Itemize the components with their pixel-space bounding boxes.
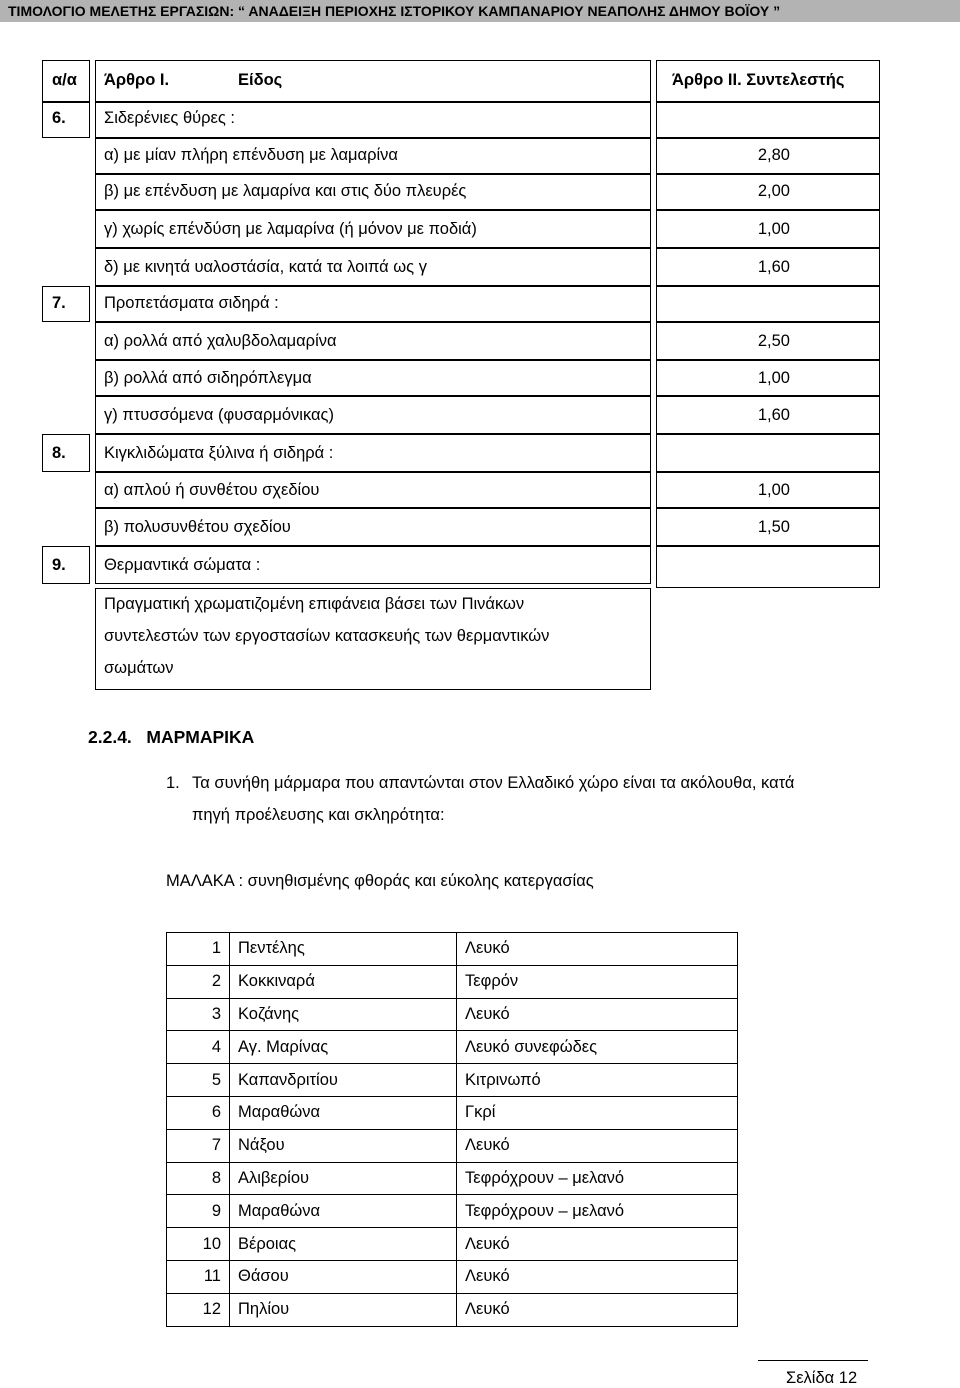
marble-color: Τεφρόχρουν – μελανό [457, 1162, 738, 1195]
quarry-name: Μαραθώνα [230, 1096, 457, 1129]
row-value: 2,80 [757, 146, 790, 164]
row-value: 1,00 [757, 369, 790, 387]
quarry-name: Βέροιας [230, 1228, 457, 1261]
row-value: 1,00 [757, 481, 790, 499]
row-number: 1 [167, 933, 230, 966]
footer-divider [758, 1360, 868, 1361]
table-row [167, 1096, 738, 1129]
marble-color: Λευκό [457, 933, 738, 966]
item-title: Κιγκλιδώματα ξύλινα ή σιδηρά : [104, 444, 334, 462]
page-number: Σελίδα 12 [786, 1369, 858, 1387]
row-number: 5 [167, 1064, 230, 1097]
item-number-box [42, 546, 90, 584]
item-title: Σιδερένιες θύρες : [104, 109, 236, 127]
table-row [167, 1293, 738, 1326]
quarry-name: Κοζάνης [230, 998, 457, 1031]
row-value: 2,00 [757, 182, 790, 200]
marble-table [166, 932, 738, 1327]
table-row [167, 1129, 738, 1162]
paragraph-number: 1. [166, 774, 180, 792]
row-number: 9 [167, 1195, 230, 1228]
table-row [167, 1031, 738, 1064]
marble-color: Γκρί [457, 1096, 738, 1129]
row-value: 2,50 [757, 332, 790, 350]
row-text: β) πολυσυνθέτου σχεδίου [104, 518, 291, 536]
table-row [167, 1064, 738, 1097]
row-text: α) ρολλά από χαλυβδολαμαρίνα [104, 332, 337, 350]
item-title: Προπετάσματα σιδηρά : [104, 294, 279, 312]
row-text: α) με μίαν πλήρη επένδυση με λαμαρίνα [104, 146, 398, 164]
description-line: Πραγματική χρωματιζομένη επιφάνεια βάσει των Πινάκων [104, 595, 525, 613]
row-text: α) απλού ή συνθέτου σχεδίου [104, 481, 320, 499]
table-row [167, 998, 738, 1031]
marble-color: Λευκό [457, 1129, 738, 1162]
marble-color: Λευκό [457, 998, 738, 1031]
item-number: 8. [52, 444, 66, 462]
item-number: 9. [52, 556, 66, 574]
coefficient-empty-box [656, 546, 880, 588]
row-text: δ) με κινητά υαλοστάσία, κατά τα λοιπά ως γ [104, 258, 427, 276]
paragraph-line: Τα συνήθη μάρμαρα που απαντώνται στον Ελλαδικό χώρο είναι τα ακόλουθα, κατά [192, 774, 795, 792]
header-cell-article [95, 60, 651, 102]
row-text: β) ρολλά από σιδηρόπλεγμα [104, 369, 312, 387]
coefficient-empty-box [656, 102, 880, 138]
col-header-aa: α/α [52, 71, 77, 89]
table-row [167, 1260, 738, 1293]
row-text: γ) πτυσσόμενα (φυσαρμόνικας) [104, 406, 334, 424]
marble-color: Λευκό συνεφώδες [457, 1031, 738, 1064]
marble-color: Λευκό [457, 1293, 738, 1326]
marble-color: Τεφρόν [457, 965, 738, 998]
marble-color: Λευκό [457, 1260, 738, 1293]
table-row [167, 1228, 738, 1261]
row-value: 1,00 [757, 220, 790, 238]
row-value: 1,60 [757, 406, 790, 424]
row-text: γ) χωρίς επένδύση με λαμαρίνα (ή μόνον με ποδιά) [104, 220, 477, 238]
row-number: 7 [167, 1129, 230, 1162]
quarry-name: Κοκκιναρά [230, 965, 457, 998]
description-line: συντελεστών των εργοστασίων κατασκευής των θερμαντικών [104, 627, 550, 645]
item-number-box [42, 286, 90, 322]
quarry-name: Πηλίου [230, 1293, 457, 1326]
quarry-name: Καπανδριτίου [230, 1064, 457, 1097]
coefficient-empty-box [656, 286, 880, 322]
quarry-name: Αλιβερίου [230, 1162, 457, 1195]
col-header-kind: Είδος [238, 71, 283, 89]
item-number: 6. [52, 109, 66, 127]
paragraph-line: πηγή προέλευσης και σκληρότητα: [192, 806, 445, 824]
quarry-name: Θάσου [230, 1260, 457, 1293]
quarry-name: Μαραθώνα [230, 1195, 457, 1228]
item-number: 7. [52, 294, 66, 312]
table-row [167, 1195, 738, 1228]
row-number: 2 [167, 965, 230, 998]
row-number: 3 [167, 998, 230, 1031]
document-header: ΤΙΜΟΛΟΓΙΟ ΜΕΛΕΤΗΣ ΕΡΓΑΣΙΩΝ: “ ΑΝΑΔΕΙΞΗ ΠΕΡΙΟΧΗΣ ΙΣΤΟΡΙΚΟΥ ΚΑΜΠΑΝΑΡΙΟΥ ΝΕΑΠΟΛΗΣ ΔΗΜΟΥ ΒΟΪΟΥ ” [0, 0, 960, 22]
quarry-name: Πεντέλης [230, 933, 457, 966]
table-row [167, 1162, 738, 1195]
quarry-name: Νάξου [230, 1129, 457, 1162]
row-number: 12 [167, 1293, 230, 1326]
row-value: 1,50 [757, 518, 790, 536]
row-number: 6 [167, 1096, 230, 1129]
col-header-coefficient: Άρθρο ΙΙ. Συντελεστής [672, 71, 845, 89]
item-number-box [42, 102, 90, 138]
quarry-name: Αγ. Μαρίνας [230, 1031, 457, 1064]
table-row [167, 933, 738, 966]
marble-color: Τεφρόχρουν – μελανό [457, 1195, 738, 1228]
col-header-article: Άρθρο Ι. [104, 71, 170, 89]
table-row [167, 965, 738, 998]
coefficient-empty-box [656, 434, 880, 472]
description-line: σωμάτων [104, 659, 174, 677]
row-number: 11 [167, 1260, 230, 1293]
item-title: Θερμαντικά σώματα : [104, 556, 261, 574]
row-number: 4 [167, 1031, 230, 1064]
row-value: 1,60 [757, 258, 790, 276]
row-number: 8 [167, 1162, 230, 1195]
item-number-box [42, 434, 90, 472]
row-number: 10 [167, 1228, 230, 1261]
soft-marble-title: ΜΑΛΑΚΑ : συνηθισμένης φθοράς και εύκολης κατεργασίας [166, 872, 594, 890]
marble-color: Λευκό [457, 1228, 738, 1261]
section-heading: 2.2.4. ΜΑΡΜΑΡΙΚΑ [88, 727, 255, 747]
row-text: β) με επένδυση με λαμαρίνα και στις δύο πλευρές [104, 182, 467, 200]
marble-color: Κιτρινωπό [457, 1064, 738, 1097]
